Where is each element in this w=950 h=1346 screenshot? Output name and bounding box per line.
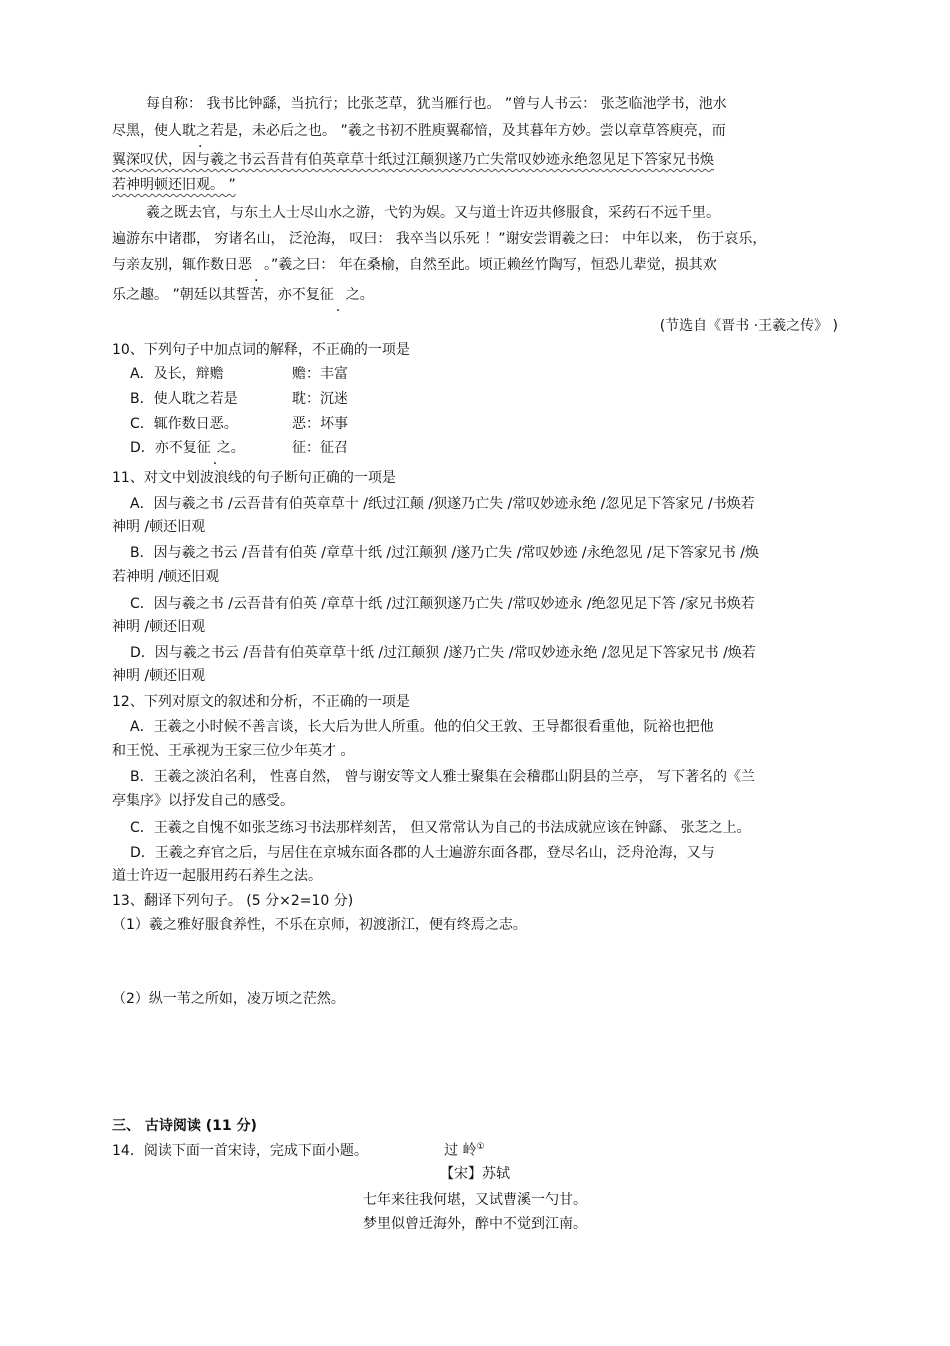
- question-12-stem: 12、下列对原文的叙述和分析，不正确的一项是: [112, 694, 410, 710]
- q12-option-d-cont: 道士许迈一起服用药石养生之法。: [112, 868, 322, 884]
- q12-option-d: D．王羲之弃官之后，与居住在京城东面各郡的人士遍游东面各郡，登尽名山，泛舟沧海，又与: [130, 845, 715, 861]
- passage-line: [112, 285, 374, 305]
- q11-option-a-cont: 神明 /顿还旧观: [112, 519, 206, 535]
- q11-option-c: C．因与羲之书 /云吾昔有伯英 /章草十纸 /过江颠狈遂乃亡失 /常叹妙迹永 /绝忽见足下答 /家兄书焕若: [130, 596, 755, 612]
- q12-option-a: A．王羲之小时候不善言谈，长大后为世人所重。他的伯父王敦、王导都很看重他，阮裕也把他: [130, 719, 714, 735]
- wavy-underlined-sentence: 翼深叹伏，因与羲之书云吾昔有伯英章草十纸过江颠狈遂乃亡失常叹妙迹永绝忽见足下答家兄书焕: [112, 152, 714, 168]
- q10-option-d-text2: 之。: [216, 440, 245, 456]
- passage-text: 与亲友别，辄作数日恶: [112, 257, 252, 273]
- q10-option-b: B．使人耽之若是: [130, 391, 238, 407]
- footnote-marker: ①: [476, 1142, 485, 1152]
- q12-option-b-cont: 亭集序》以抒发自己的感受。: [112, 793, 294, 809]
- q11-option-b: B．因与羲之书云 /吾昔有伯英 /章草十纸 /过江颠狈 /遂乃亡失 /常叹妙迹 /永绝忽见 /足下答家兄书 /焕: [130, 545, 759, 561]
- passage-line: [112, 255, 717, 275]
- question-10-stem: 10、下列句子中加点词的解释，不正确的一项是: [112, 342, 410, 358]
- passage-text: 之若是，未必后之也。 ”羲之书初不胜庾翼郗愔，及其暮年方妙。尝以章草答庾亮，而: [196, 123, 726, 139]
- q11-option-a: A．因与羲之书 /云吾昔有伯英章草十 /纸过江颠 /狈遂乃亡失 /常叹妙迹永绝 /忽见足下答家兄 /书焕若: [130, 496, 755, 512]
- q13-sentence-1: （1）羲之雅好服食养性，不乐在京师，初渡浙江，便有终焉之志。: [112, 917, 527, 933]
- passage-text: 。”羲之曰： 年在桑榆，自然至此。顷正赖丝竹陶写，恒恐儿辈觉，损其欢: [264, 257, 717, 273]
- q11-option-d: D．因与羲之书云 /吾昔有伯英章草十纸 /过江颠狈 /遂乃亡失 /常叹妙迹永绝 /忽见足下答家兄书 /焕若: [130, 645, 756, 661]
- emphasis-dot: [252, 257, 264, 273]
- question-11-stem: 11、对文中划波浪线的句子断句正确的一项是: [112, 470, 396, 486]
- passage-text: 之。: [345, 287, 374, 303]
- poem-title: [444, 1137, 485, 1161]
- q10-option-d-gloss: 征：征召: [292, 440, 348, 456]
- q11-option-d-cont: 神明 /顿还旧观: [112, 668, 206, 684]
- poem-line-2: 梦里似曾迁海外，醉中不觉到江南。: [363, 1216, 587, 1232]
- passage-text: 乐之趣。 ”朝廷以其誓苦，亦不复征: [112, 287, 334, 303]
- q12-option-c: C．王羲之自愧不如张芝练习书法那样刻苦， 但又常常认为自己的书法成就应该在钟繇、 张芝之上。: [130, 820, 751, 836]
- q10-option-d: [130, 438, 245, 458]
- q11-option-c-cont: 神明 /顿还旧观: [112, 619, 206, 635]
- passage-line: 每自称： 我书比钟繇，当抗行；比张芝草，犹当雁行也。 ”曾与人书云： 张芝临池学书，池水: [146, 96, 727, 112]
- passage-line: 遍游东中诸郡， 穷诸名山， 泛沧海， 叹曰： 我卒当以乐死 ！”谢安尝谓羲之曰： 中年以来， 伤于哀乐，: [112, 231, 767, 247]
- emphasis-dot: [334, 287, 346, 303]
- source-citation: (节选自《晋书 ·王羲之传》 ): [659, 318, 838, 334]
- q10-option-c: C．辄作数日恶。: [130, 416, 238, 432]
- q10-option-a-gloss: 赡：丰富: [292, 366, 348, 382]
- q10-option-b-gloss: 耽：沉迷: [292, 391, 348, 407]
- poem-line-1: 七年来往我何堪，又试曹溪一勺甘。: [363, 1192, 587, 1208]
- question-13-stem: 13、翻译下列句子。 (5 分×2=10 分): [112, 893, 354, 909]
- passage-line: 羲之既去官，与东土人士尽山水之游，弋钓为娱。又与道士许迈共修服食，采药石不远千里。: [146, 205, 720, 221]
- q10-option-a: A．及长，辩赡: [130, 366, 224, 382]
- poem-author: 【宋】苏轼: [440, 1166, 510, 1182]
- poem-title-text: 过 岭: [444, 1142, 477, 1159]
- q11-option-b-cont: 若神明 /顿还旧观: [112, 569, 220, 585]
- passage-line: [112, 121, 726, 141]
- section-heading: 三、 古诗阅读 (11 分): [112, 1118, 257, 1134]
- wavy-underlined-sentence-end: 若神明顿还旧观。 ”: [112, 177, 236, 193]
- question-14-stem: 14．阅读下面一首宋诗，完成下面小题。: [112, 1143, 368, 1159]
- q12-option-a-cont: 和王悦、王承视为王家三位少年英才 。: [112, 743, 355, 759]
- q12-option-b: B．王羲之淡泊名利， 性喜自然， 曾与谢安等文人雅士聚集在会稽郡山阴县的兰亭， 写下著名的《兰: [130, 769, 755, 785]
- q10-option-c-gloss: 恶：坏事: [292, 416, 348, 432]
- passage-line: [112, 175, 236, 195]
- q10-option-d-text: D．亦不复征: [130, 440, 211, 456]
- q13-sentence-2: （2）纵一苇之所如，凌万顷之茫然。: [112, 991, 345, 1007]
- passage-text: 尽黑，使人耽: [112, 123, 196, 139]
- emphasis-dot: [211, 440, 217, 456]
